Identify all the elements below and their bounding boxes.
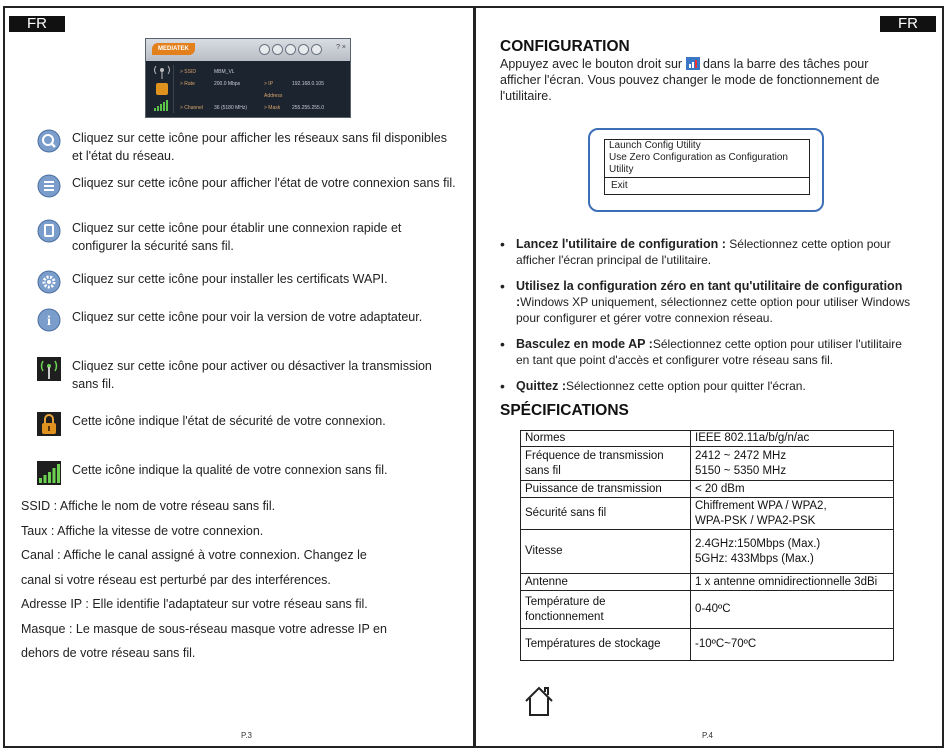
- list-icon: [272, 44, 283, 55]
- page-icon: [285, 44, 296, 55]
- menu-item-zero-config[interactable]: Use Zero Configuration as Configuration Utility: [609, 152, 788, 175]
- home-icon: [522, 684, 556, 718]
- signal-icon: [154, 99, 168, 111]
- utility-status-column: [152, 65, 174, 113]
- table-row: Sécurité sans fil Chiffrement WPA / WPA2, WPA-PSK / WPA2-PSK: [521, 498, 894, 530]
- icon-description: Cliquez sur cette icône pour activer ou désactiver la transmission sans fil.: [72, 359, 432, 391]
- field-line: Canal : Affiche le canal assigné à votre connexion. Changez le: [21, 548, 367, 562]
- field-line: Adresse IP : Elle identifie l'adaptateur sur votre réseau sans fil.: [21, 597, 368, 611]
- icon-description: Cliquez sur cette icône pour afficher les réseaux sans fil disponibles et l'état du réseau.: [72, 131, 447, 163]
- language-tag: FR: [880, 16, 936, 32]
- utility-row: > SSID MBM_VL: [180, 69, 235, 75]
- field-line: SSID : Affiche le nom de votre réseau sans fil.: [21, 499, 276, 513]
- gear-icon: [298, 44, 309, 55]
- utility-info-grid: [180, 66, 346, 114]
- icon-description: Cliquez sur cette icône pour établir une connexion rapide et configurer la sécurité sans fil.: [72, 221, 402, 253]
- context-menu: [604, 139, 810, 195]
- icon-description-item: [37, 412, 457, 436]
- option-item: • Basculez en mode AP :Sélectionnez cette option pour utiliser l'utilitaire en tant que point d'accès et configurer votre réseau sans fil.: [500, 336, 902, 367]
- table-row: Température de fonctionnement 0-40ºC: [521, 591, 894, 629]
- utility-toolbar: [259, 44, 322, 55]
- mediatek-logo: MEDIATEK: [152, 43, 195, 55]
- info-icon: [37, 308, 61, 332]
- table-row: Températures de stockage -10ºC~70ºC: [521, 629, 894, 661]
- tray-icon: [686, 57, 700, 70]
- language-tag: FR: [9, 16, 65, 32]
- menu-item-exit[interactable]: Exit: [605, 177, 809, 194]
- utility-row: > Rate 200.0 Mbps > IP Address 192.168.0.105: [180, 81, 324, 99]
- field-line: Masque : Le masque de sous-réseau masque votre adresse IP en: [21, 621, 387, 636]
- page-number: P.3: [241, 731, 252, 740]
- lock-icon: [37, 412, 61, 436]
- radio-icon: [152, 65, 172, 79]
- context-menu-frame: [588, 128, 824, 212]
- field-line: Taux : Affiche la vitesse de votre connexion.: [21, 523, 264, 538]
- search-icon: [37, 129, 61, 153]
- icon-description-item: [37, 308, 457, 332]
- icon-description: Cliquez sur cette icône pour afficher l'état de votre connexion sans fil.: [72, 176, 456, 190]
- info-icon: [311, 44, 322, 55]
- option-list: [498, 236, 918, 404]
- config-intro: Appuyez avec le bouton droit sur dans la barre des tâches pour afficher l'écran. Vous pouvez changer le mode de fonctionnement de l'utilitaire.: [500, 57, 880, 103]
- icon-description-item: [37, 219, 457, 255]
- icon-description: Cette icône indique la qualité de votre connexion sans fil.: [72, 463, 388, 477]
- utility-titlebar: [146, 39, 350, 61]
- help-close-icons: ? ×: [336, 44, 346, 51]
- signal-icon: [37, 461, 61, 485]
- field-line: dehors de votre réseau sans fil.: [21, 646, 196, 660]
- utility-window-screenshot: [145, 38, 351, 118]
- table-row: Puissance de transmission < 20 dBm: [521, 481, 894, 498]
- table-row: Vitesse 2.4GHz:150Mbps (Max.) 5GHz: 433Mbps (Max.): [521, 530, 894, 574]
- page-icon: [37, 219, 61, 243]
- option-item: • Utilisez la configuration zéro en tant qu'utilitaire de configuration :Windows XP uniquement, sélectionnez cette option pour utiliser Windows pour configurer et gérer votre connexion réseau.: [500, 278, 911, 325]
- utility-row: > Channel 36 (5180 MHz) > Mask 255.255.255.0: [180, 105, 324, 111]
- table-row: Normes IEEE 802.11a/b/g/n/ac: [521, 431, 894, 447]
- option-item: • Quittez :Sélectionnez cette option pour quitter l'écran.: [500, 378, 806, 394]
- search-icon: [259, 44, 270, 55]
- field-line: canal si votre réseau est perturbé par des interférences.: [21, 572, 331, 587]
- lock-icon: [156, 83, 168, 95]
- icon-description-item: [37, 270, 457, 294]
- icon-description: Cliquez sur cette icône pour voir la version de votre adaptateur.: [72, 310, 423, 324]
- spec-heading: SPÉCIFICATIONS: [500, 402, 629, 419]
- icon-description-item: [37, 129, 457, 165]
- option-item: • Lancez l'utilitaire de configuration : Sélectionnez cette option pour afficher l'écran principal de l'utilitaire.: [500, 236, 891, 267]
- icon-description-item: [37, 357, 457, 393]
- radio-icon: [37, 357, 61, 381]
- icon-description: Cliquez sur cette icône pour installer les certificats WAPI.: [72, 272, 388, 286]
- page-number: P.4: [702, 731, 713, 740]
- list-icon: [37, 174, 61, 198]
- menu-item-launch-config[interactable]: Launch Config Utility: [609, 140, 701, 151]
- icon-description: Cette icône indique l'état de sécurité de votre connexion.: [72, 414, 386, 428]
- icon-description-item: [37, 461, 457, 485]
- config-heading: CONFIGURATION: [500, 38, 630, 55]
- spec-table: [520, 430, 894, 661]
- icon-description-item: [37, 174, 457, 198]
- field-descriptions: [21, 494, 461, 666]
- gear-icon: [37, 270, 61, 294]
- table-row: Fréquence de transmission sans fil 2412 ~ 2472 MHz 5150 ~ 5350 MHz: [521, 447, 894, 481]
- right-page: [474, 6, 944, 748]
- svg-text:i: i: [47, 314, 51, 329]
- left-page: [3, 6, 475, 748]
- table-row: Antenne 1 x antenne omnidirectionnelle 3dBi: [521, 574, 894, 591]
